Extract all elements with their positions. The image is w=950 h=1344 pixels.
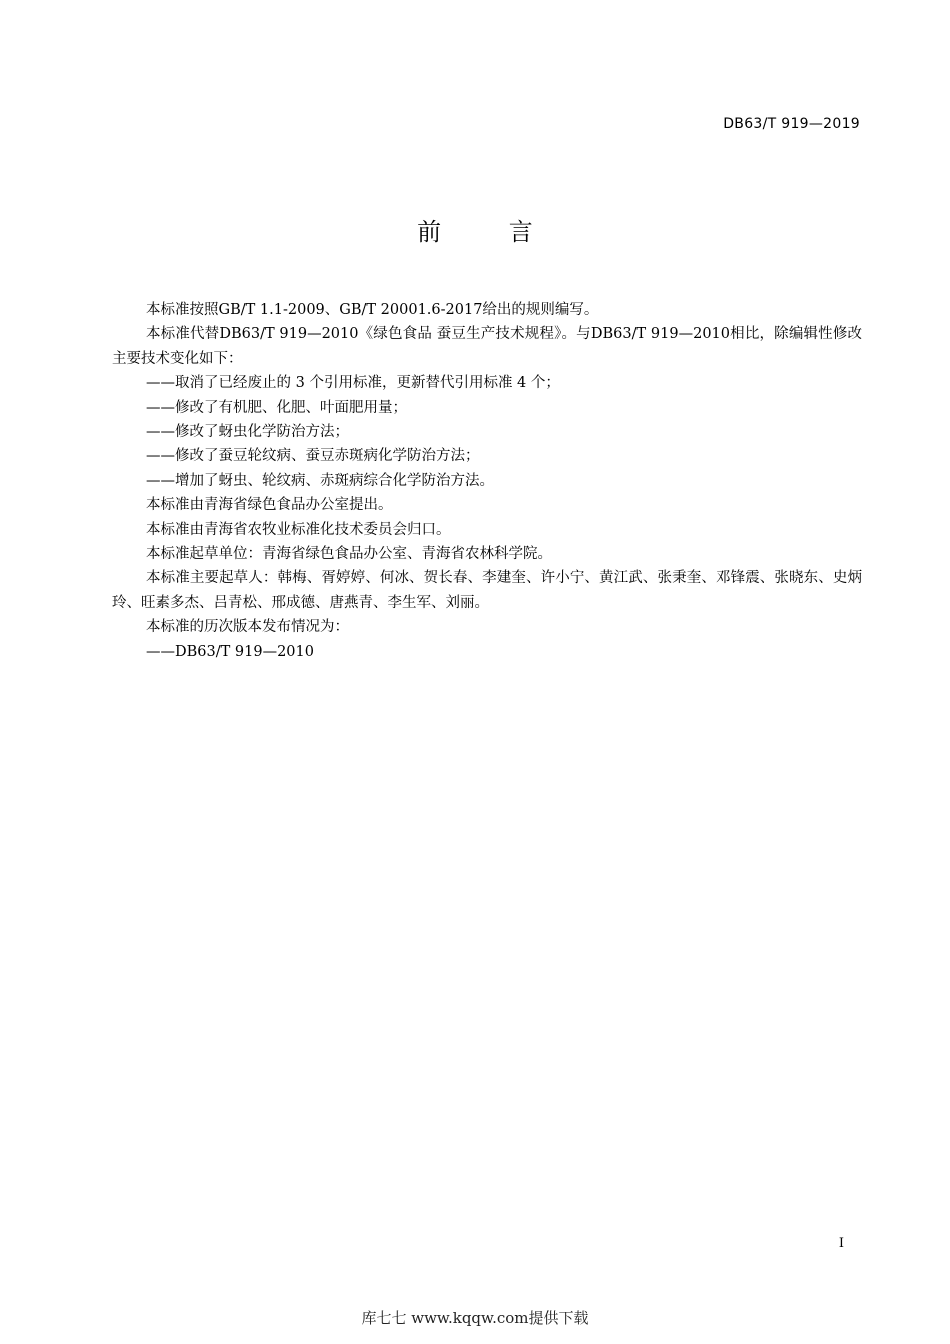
- list-item-change-1: ——取消了已经废止的 3 个引用标准，更新替代引用标准 4 个；: [146, 375, 560, 392]
- list-item-change-3: ——修改了蚜虫化学防治方法；: [146, 424, 349, 441]
- page-title: 前 言: [417, 218, 563, 246]
- document-code: DB63/T 919—2019: [723, 116, 860, 132]
- page-number: I: [838, 1236, 844, 1251]
- paragraph-drafting-rules: 本标准按照GB/T 1.1-2009、GB/T 20001.6-2017给出的规则编写。: [146, 302, 599, 318]
- list-item-change-5: ——增加了蚜虫、轮纹病、赤斑病综合化学防治方法。: [146, 472, 494, 489]
- watermark-footer: 库七七 www.kqqw.com提供下载: [361, 1309, 589, 1327]
- paragraph-proposer: 本标准由青海省绿色食品办公室提出。: [146, 497, 393, 514]
- paragraph-replacement: 本标准代替DB63/T 919—2010《绿色食品 蚕豆生产技术规程》。与DB63/T 919—2010相比，除编辑性修改主要技术变化如下：: [112, 326, 862, 367]
- paragraph-history: 本标准的历次版本发布情况为：: [146, 619, 349, 636]
- list-item-previous-version: ——DB63/T 919—2010: [146, 643, 314, 660]
- list-item-change-4: ——修改了蚕豆轮纹病、蚕豆赤斑病化学防治方法；: [146, 448, 480, 465]
- paragraph-drafters: 本标准主要起草人：韩梅、胥婷婷、何冰、贺长春、李建奎、许小宁、黄江武、张秉奎、邓锋震、张晓东、史炳玲、旺素多杰、吕青松、邢成德、唐燕青、李生军、刘丽。: [112, 570, 862, 611]
- list-item-change-2: ——修改了有机肥、化肥、叶面肥用量；: [146, 399, 407, 416]
- paragraph-committee: 本标准由青海省农牧业标准化技术委员会归口。: [146, 521, 451, 538]
- paragraph-drafting-units: 本标准起草单位：青海省绿色食品办公室、青海省农林科学院。: [146, 546, 552, 563]
- foreword-body: [112, 298, 862, 664]
